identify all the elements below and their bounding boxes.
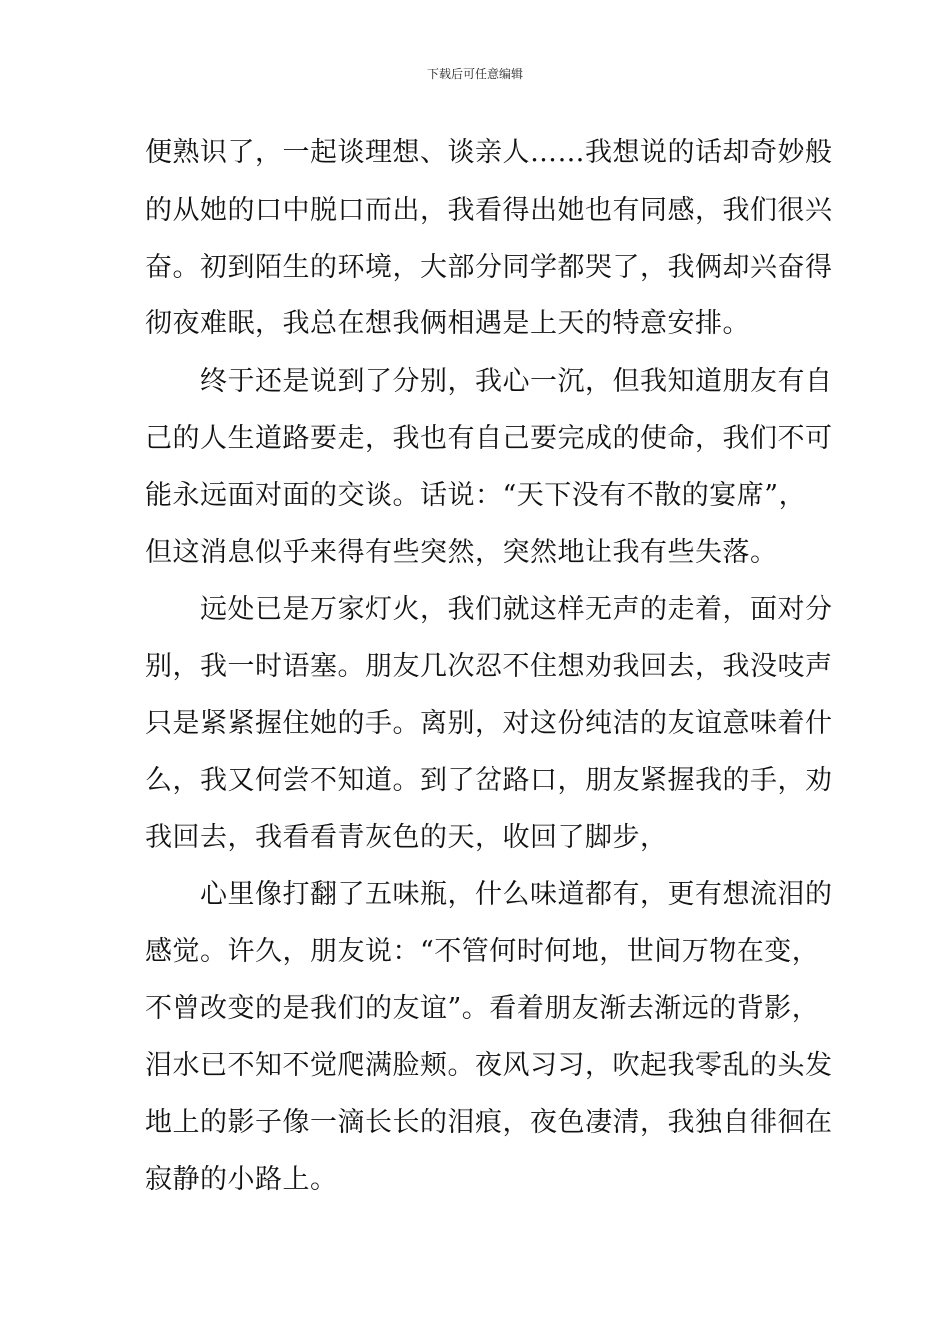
- text-line: 寂静的小路上。: [145, 1164, 338, 1195]
- text-line: 心里像打翻了五味瓶，什么味道都有，更有想流泪的: [145, 879, 833, 910]
- text-line: 彻夜难眠，我总在想我俩相遇是上天的特意安排。: [145, 308, 750, 339]
- page-header: 下载后可任意编辑: [426, 67, 523, 81]
- text-line: 泪水已不知不觉爬满脸颊。夜风习习，吹起我零乱的头发: [145, 1050, 833, 1081]
- text-line: 不曾改变的是我们的友谊”。看着朋友渐去渐远的背影，: [145, 993, 820, 1024]
- text-line: 终于还是说到了分别，我心一沉，但我知道朋友有自: [145, 366, 833, 397]
- text-line: 我回去，我看看青灰色的天，收回了脚步，: [145, 822, 668, 853]
- text-line: 感觉。许久，朋友说：“不管何时何地，世间万物在变，: [145, 936, 820, 967]
- text-line: 远处已是万家灯火，我们就这样无声的走着，面对分: [145, 594, 833, 625]
- text-line: 但这消息似乎来得有些突然，突然地让我有些失落。: [145, 537, 778, 568]
- text-line: 便熟识了，一起谈理想、谈亲人……我想说的话却奇妙般: [145, 137, 833, 168]
- text-line: 地上的影子像一滴长长的泪痕，夜色凄清，我独自徘徊在: [145, 1107, 833, 1138]
- text-line: 只是紧紧握住她的手。离别，对这份纯洁的友谊意味着什: [145, 708, 833, 739]
- text-line: 别，我一时语塞。朋友几次忍不住想劝我回去，我没吱声: [145, 651, 833, 682]
- text-line: 己的人生道路要走，我也有自己要完成的使命，我们不可: [145, 423, 833, 454]
- text-line: 能永远面对面的交谈。话说：“天下没有不散的宴席”，: [145, 480, 807, 511]
- text-line: 奋。初到陌生的环境，大部分同学都哭了，我俩却兴奋得: [145, 252, 833, 283]
- text-line: 么，我又何尝不知道。到了岔路口，朋友紧握我的手，劝: [145, 765, 833, 796]
- text-line: 的从她的口中脱口而出，我看得出她也有同感，我们很兴: [145, 195, 833, 226]
